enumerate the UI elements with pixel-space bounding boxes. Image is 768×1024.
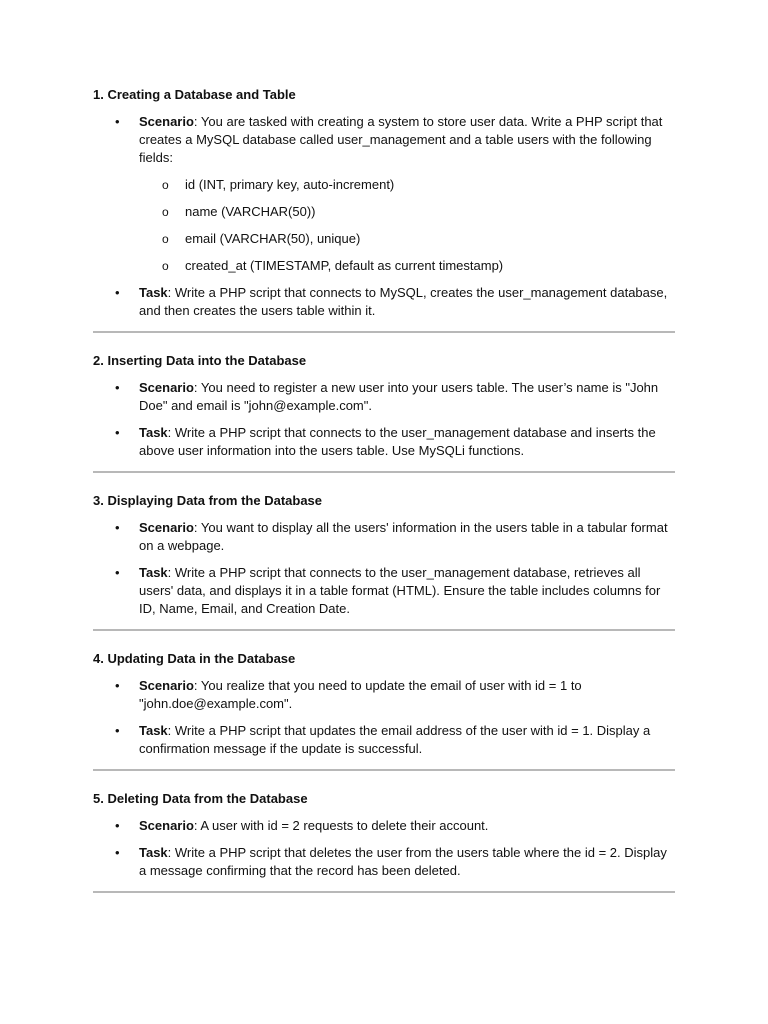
scenario-item — [93, 817, 675, 835]
bullet-marker: • — [115, 520, 120, 535]
scenario-item — [93, 519, 675, 555]
task-text: : Write a PHP script that connects to the user_management database and inserts the above user information into the users table. Use MySQLi functions. — [139, 425, 656, 458]
horizontal-rule — [93, 471, 675, 473]
bullet-list — [93, 379, 675, 460]
section-5 — [93, 790, 675, 893]
bullet-marker: • — [115, 678, 120, 693]
bullet-marker: • — [115, 285, 120, 300]
field-text: name (VARCHAR(50)) — [185, 204, 316, 219]
task-text: : Write a PHP script that deletes the user from the users table where the id = 2. Display a message confirming that the record has been deleted. — [139, 845, 667, 878]
scenario-text: : You want to display all the users' information in the users table in a tabular format on a webpage. — [139, 520, 668, 553]
section-3 — [93, 492, 675, 631]
bullet-marker: • — [115, 425, 120, 440]
bullet-list — [93, 817, 675, 880]
bullet-list — [93, 519, 675, 618]
horizontal-rule — [93, 629, 675, 631]
horizontal-rule — [93, 769, 675, 771]
scenario-item — [93, 677, 675, 713]
field-item — [139, 176, 675, 194]
scenario-item — [93, 379, 675, 415]
sub-bullet-marker: o — [162, 232, 169, 246]
task-item — [93, 844, 675, 880]
task-text: : Write a PHP script that updates the email address of the user with id = 1. Display a confirmation message if the update is successful. — [139, 723, 651, 756]
task-item — [93, 564, 675, 618]
field-item — [139, 203, 675, 221]
section-heading: 4. Updating Data in the Database — [93, 651, 296, 666]
bullet-list — [93, 113, 675, 320]
bullet-marker: • — [115, 380, 120, 395]
task-label: Task — [139, 723, 168, 738]
field-text: id (INT, primary key, auto-increment) — [185, 177, 395, 192]
section-2 — [93, 352, 675, 473]
sub-bullet-marker: o — [162, 178, 169, 192]
scenario-text: : A user with id = 2 requests to delete their account. — [193, 818, 489, 833]
horizontal-rule — [93, 331, 675, 333]
scenario-label: Scenario — [139, 678, 194, 693]
sub-bullet-marker: o — [162, 205, 169, 219]
section-heading: 2. Inserting Data into the Database — [93, 353, 307, 368]
task-text: : Write a PHP script that connects to MySQL, creates the user_management database, and then creates the users table within it. — [139, 285, 668, 318]
task-label: Task — [139, 845, 168, 860]
horizontal-rule — [93, 891, 675, 893]
section-4 — [93, 650, 675, 771]
section-heading: 1. Creating a Database and Table — [93, 87, 296, 102]
document-page — [93, 86, 675, 912]
task-label: Task — [139, 425, 168, 440]
task-label: Task — [139, 285, 168, 300]
sub-bullet-marker: o — [162, 259, 169, 273]
bullet-marker: • — [115, 565, 120, 580]
field-list — [139, 176, 675, 275]
section-1 — [93, 86, 675, 333]
scenario-item — [93, 113, 675, 275]
field-item — [139, 230, 675, 248]
scenario-text: : You realize that you need to update the email of user with id = 1 to "john.doe@example.com". — [139, 678, 582, 711]
field-text: created_at (TIMESTAMP, default as current timestamp) — [185, 258, 504, 273]
section-heading: 3. Displaying Data from the Database — [93, 493, 323, 508]
bullet-list — [93, 677, 675, 758]
scenario-text: : You need to register a new user into your users table. The user’s name is "John Doe" and email is "john@example.com". — [139, 380, 659, 413]
scenario-label: Scenario — [139, 818, 194, 833]
section-heading: 5. Deleting Data from the Database — [93, 791, 308, 806]
scenario-text: : You are tasked with creating a system to store user data. Write a PHP script that creates a MySQL database called user_management and a table users with the following fields: — [139, 114, 663, 165]
task-text: : Write a PHP script that connects to the user_management database, retrieves all users' data, and displays it in a table format (HTML). Ensure the table includes columns for ID, Name, Email, and Creation Date. — [139, 565, 661, 616]
field-text: email (VARCHAR(50), unique) — [185, 231, 361, 246]
bullet-marker: • — [115, 845, 120, 860]
scenario-label: Scenario — [139, 380, 194, 395]
bullet-marker: • — [115, 114, 120, 129]
task-item — [93, 284, 675, 320]
task-item — [93, 424, 675, 460]
bullet-marker: • — [115, 723, 120, 738]
bullet-marker: • — [115, 818, 120, 833]
scenario-label: Scenario — [139, 520, 194, 535]
scenario-label: Scenario — [139, 114, 194, 129]
task-item — [93, 722, 675, 758]
field-item — [139, 257, 675, 275]
task-label: Task — [139, 565, 168, 580]
